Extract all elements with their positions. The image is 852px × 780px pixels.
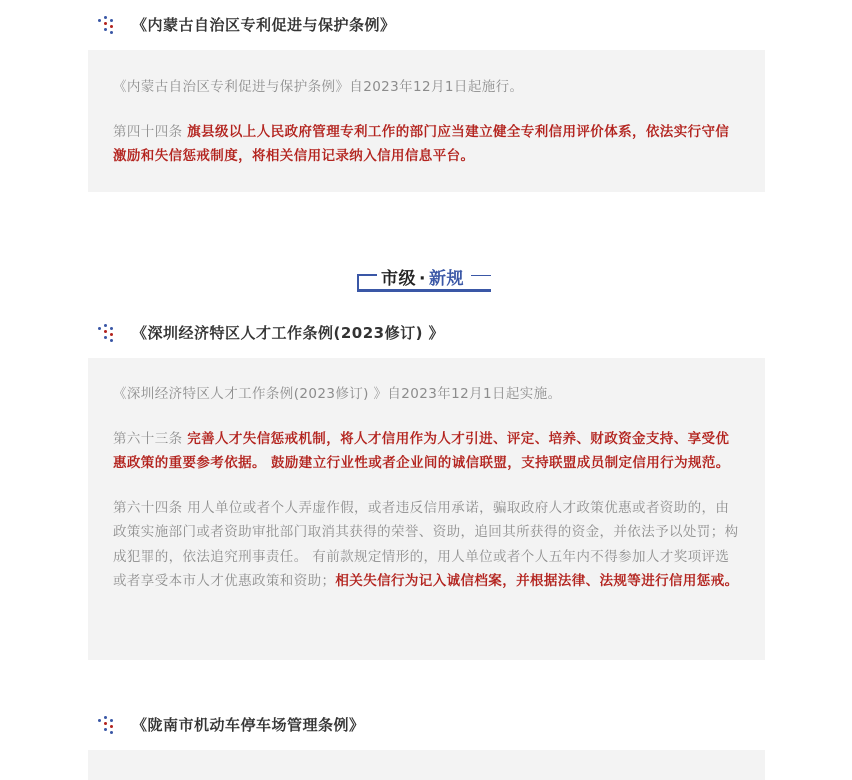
effective-date-text: 《内蒙古自治区专利促进与保护条例》自2023年12月1日起施行。 — [113, 79, 524, 95]
section-heading-longnan — [98, 714, 365, 735]
section-title: 《陇南市机动车停车场管理条例》 — [132, 716, 365, 734]
dotted-bullet-icon — [98, 716, 116, 734]
section-title: 《深圳经济特区人才工作条例(2023修订) 》 — [132, 324, 445, 342]
effective-date-text: 《深圳经济特区人才工作条例(2023修订) 》自2023年12月1日起实施。 — [113, 386, 562, 402]
article-number: 第四十四条 — [113, 123, 183, 140]
banner-title-part1: 市级 — [381, 269, 416, 289]
article-body: 用人单位或者个人弄虚作假，或者违反信用承诺，骗取政府人才政策优惠或者资助的，由政策实施部门或者资助审批部门取消其获得的荣誉、资助，追回其所获得的资金，并依法予以处罚；构成犯罪的，依法追究刑事责任。 有前款规定情形的，用人单位或者个人五年内不得参加人才奖项评选或者享受本市人才优惠政策和资助； — [113, 499, 739, 589]
regulation-box-inner-mongolia — [88, 50, 765, 192]
article-paragraph — [113, 427, 740, 476]
banner-underline — [357, 289, 491, 292]
article-highlight: 旗县级以上人民政府管理专利工作的部门应当建立健全专利信用评价体系，依法实行守信激励和失信惩戒制度，将相关信用记录纳入信用信息平台。 — [113, 123, 730, 164]
regulation-box-longnan — [88, 750, 765, 780]
section-heading-shenzhen — [98, 322, 444, 343]
dotted-bullet-icon — [98, 16, 116, 34]
section-heading-inner-mongolia — [98, 14, 396, 35]
city-level-new-rules-banner — [357, 261, 491, 292]
article-paragraph — [113, 120, 740, 169]
article-number: 第六十三条 — [113, 430, 183, 447]
article-number: 第六十四条 — [113, 499, 183, 516]
article-highlight: 相关失信行为记入诚信档案，并根据法律、法规等进行信用惩戒。 — [335, 573, 739, 589]
section-title: 《内蒙古自治区专利促进与保护条例》 — [132, 16, 396, 34]
dotted-bullet-icon — [98, 324, 116, 342]
banner-separator: · — [419, 269, 426, 289]
banner-line-left — [357, 274, 377, 276]
article-highlight: 完善人才失信惩戒机制，将人才信用作为人才引进、评定、培养、财政资金支持、享受优惠政策的重要参考依据。 鼓励建立行业性或者企业间的诚信联盟，支持联盟成员制定信用行为规范。 — [113, 430, 730, 471]
banner-title — [381, 264, 464, 289]
regulation-box-shenzhen — [88, 358, 765, 660]
banner-title-part2: 新规 — [428, 269, 464, 289]
banner-line-right — [471, 275, 491, 276]
article-paragraph — [113, 496, 740, 594]
